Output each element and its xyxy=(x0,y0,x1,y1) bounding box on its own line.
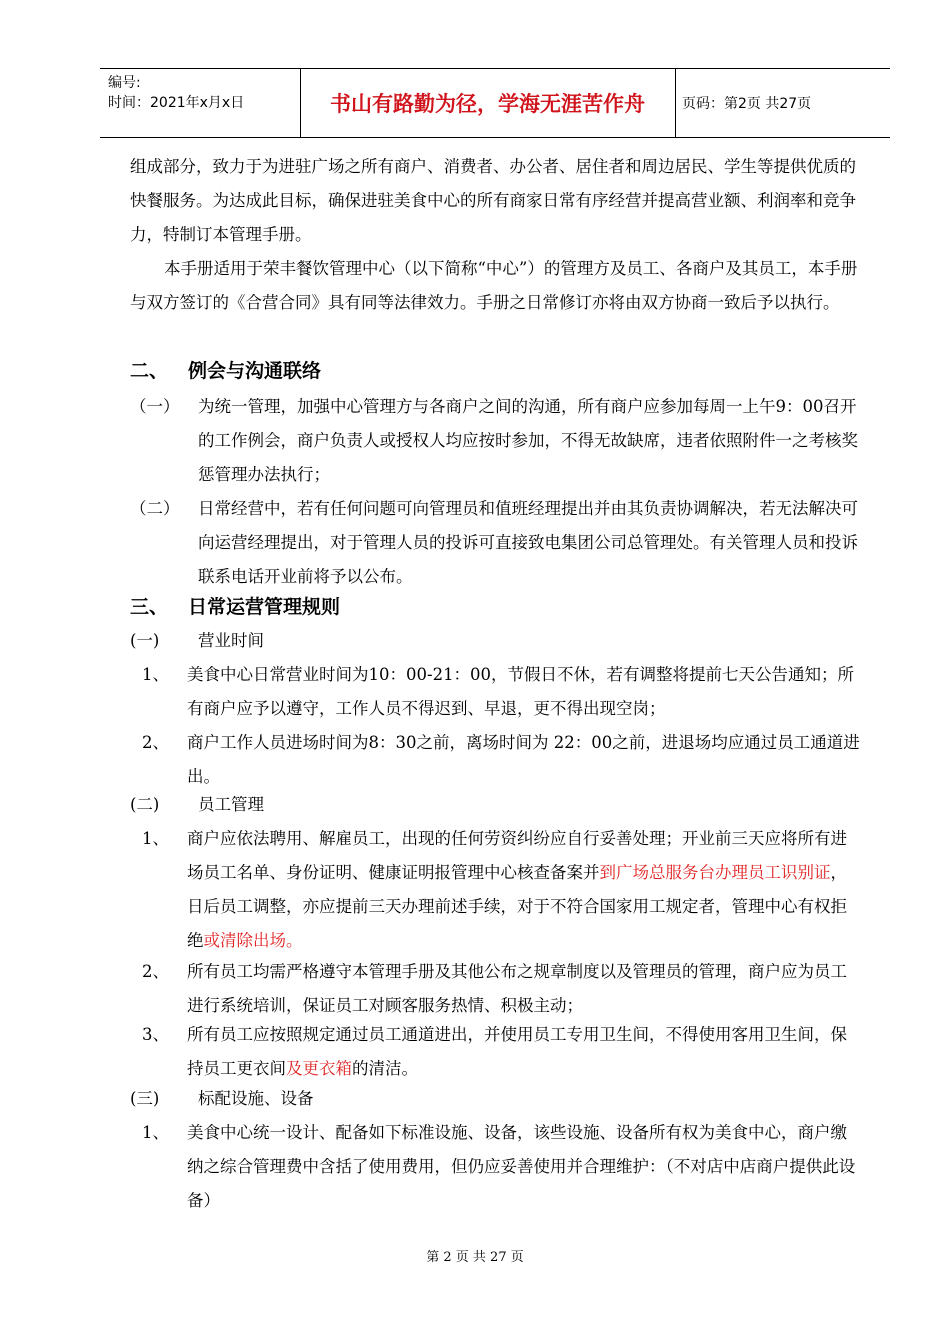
section2-item-1 xyxy=(130,390,860,492)
highlight-text: 或清除出场。 xyxy=(203,931,303,950)
time-label: 时间：2021年x月x日 xyxy=(108,95,245,111)
list-item xyxy=(130,822,860,958)
list-item xyxy=(130,1018,860,1086)
item-text: 商户应依法聘用、解雇员工，出现的任何劳资纠纷应自行妥善处理；开业前三天应将所有进场员工名单、身份证明、健康证明报管理中心核查备案并到广场总服务台办理员工识别证，日后员工调整，亦应提前三天办理前述手续，对于不符合国家用工规定者，管理中心有权拒绝或清除出场。 xyxy=(187,829,847,950)
intro-paragraph-2: 本手册适用于荣丰餐饮管理中心（以下简称“中心”）的管理方及员工、各商户及其员工，本手册与双方签订的《合营合同》具有同等法律效力。手册之日常修订亦将由双方协商一致后予以执行。 xyxy=(130,259,858,312)
subsection-heading-1: (一) 营业时间 xyxy=(130,631,264,650)
item-label: 2、 xyxy=(142,962,169,981)
subsection-heading-3: (三) 标配设施、设备 xyxy=(130,1089,314,1108)
item-text: 日常经营中，若有任何问题可向管理员和值班经理提出并由其负责协调解决，若无法解决可向运营经理提出，对于管理人员的投诉可直接致电集团公司总管理处。有关管理人员和投诉联系电话开业前将予以公布。 xyxy=(198,499,858,586)
header-motto: 书山有路勤为径，学海无涯苦作舟 xyxy=(330,92,645,116)
item-label: 1、 xyxy=(142,1123,169,1142)
list-item xyxy=(130,1116,860,1218)
item-label: 1、 xyxy=(142,665,169,684)
list-item xyxy=(130,658,860,726)
list-item xyxy=(130,726,860,794)
header-divider xyxy=(675,69,676,137)
subsection-heading-2: (二) 员工管理 xyxy=(130,795,264,814)
item-label: （二） xyxy=(130,499,180,518)
item-text: 商户工作人员进场时间为8：30之前，离场时间为 22：00之前，进退场均应通过员工通道进出。 xyxy=(187,733,860,786)
item-text: 美食中心统一设计、配备如下标准设施、设备，该些设施、设备所有权为美食中心，商户缴纳之综合管理费中含括了使用费用，但仍应妥善使用并合理维护：（不对店中店商户提供此设备） xyxy=(187,1123,856,1210)
item-label: （一） xyxy=(130,397,180,416)
intro-paragraph-1: 组成部分，致力于为进驻广场之所有商户、消费者、办公者、居住者和周边居民、学生等提供优质的快餐服务。为达成此目标，确保进驻美食中心的所有商家日常有序经营并提高营业额、利润率和竞争力，特制订本管理手册。 xyxy=(130,157,856,244)
list-item xyxy=(130,955,860,1023)
page-header xyxy=(100,68,890,138)
page-footer: 第 2 页 共 27 页 xyxy=(426,1250,524,1265)
code-label: 编号: xyxy=(108,75,141,91)
item-text: 美食中心日常营业时间为10：00-21：00，节假日不休，若有调整将提前七天公告通知；所有商户应予以遵守，工作人员不得迟到、早退，更不得出现空岗； xyxy=(187,665,855,718)
header-page-info: 页码：第2页 共27页 xyxy=(682,96,812,112)
item-label: 3、 xyxy=(142,1025,169,1044)
section-heading-3: 三、 日常运营管理规则 xyxy=(130,596,341,618)
section-heading-2: 二、 例会与沟通联络 xyxy=(130,360,322,382)
item-text: 所有员工均需严格遵守本管理手册及其他公布之规章制度以及管理员的管理，商户应为员工进行系统培训，保证员工对顾客服务热情、积极主动； xyxy=(187,962,847,1015)
section2-item-2 xyxy=(130,492,860,594)
header-meta xyxy=(108,73,244,113)
highlight-text: 及更衣箱 xyxy=(286,1059,352,1078)
item-text: 所有员工应按照规定通过员工通道进出，并使用员工专用卫生间，不得使用客用卫生间，保持员工更衣间及更衣箱的清洁。 xyxy=(187,1025,847,1078)
item-label: 2、 xyxy=(142,733,169,752)
highlight-text: 到广场总服务台办理员工识别证 xyxy=(599,863,831,882)
item-label: 1、 xyxy=(142,829,169,848)
item-text: 为统一管理，加强中心管理方与各商户之间的沟通，所有商户应参加每周一上午9：00召开的工作例会，商户负责人或授权人均应按时参加，不得无故缺席，违者依照附件一之考核奖惩管理办法执行； xyxy=(198,397,858,484)
